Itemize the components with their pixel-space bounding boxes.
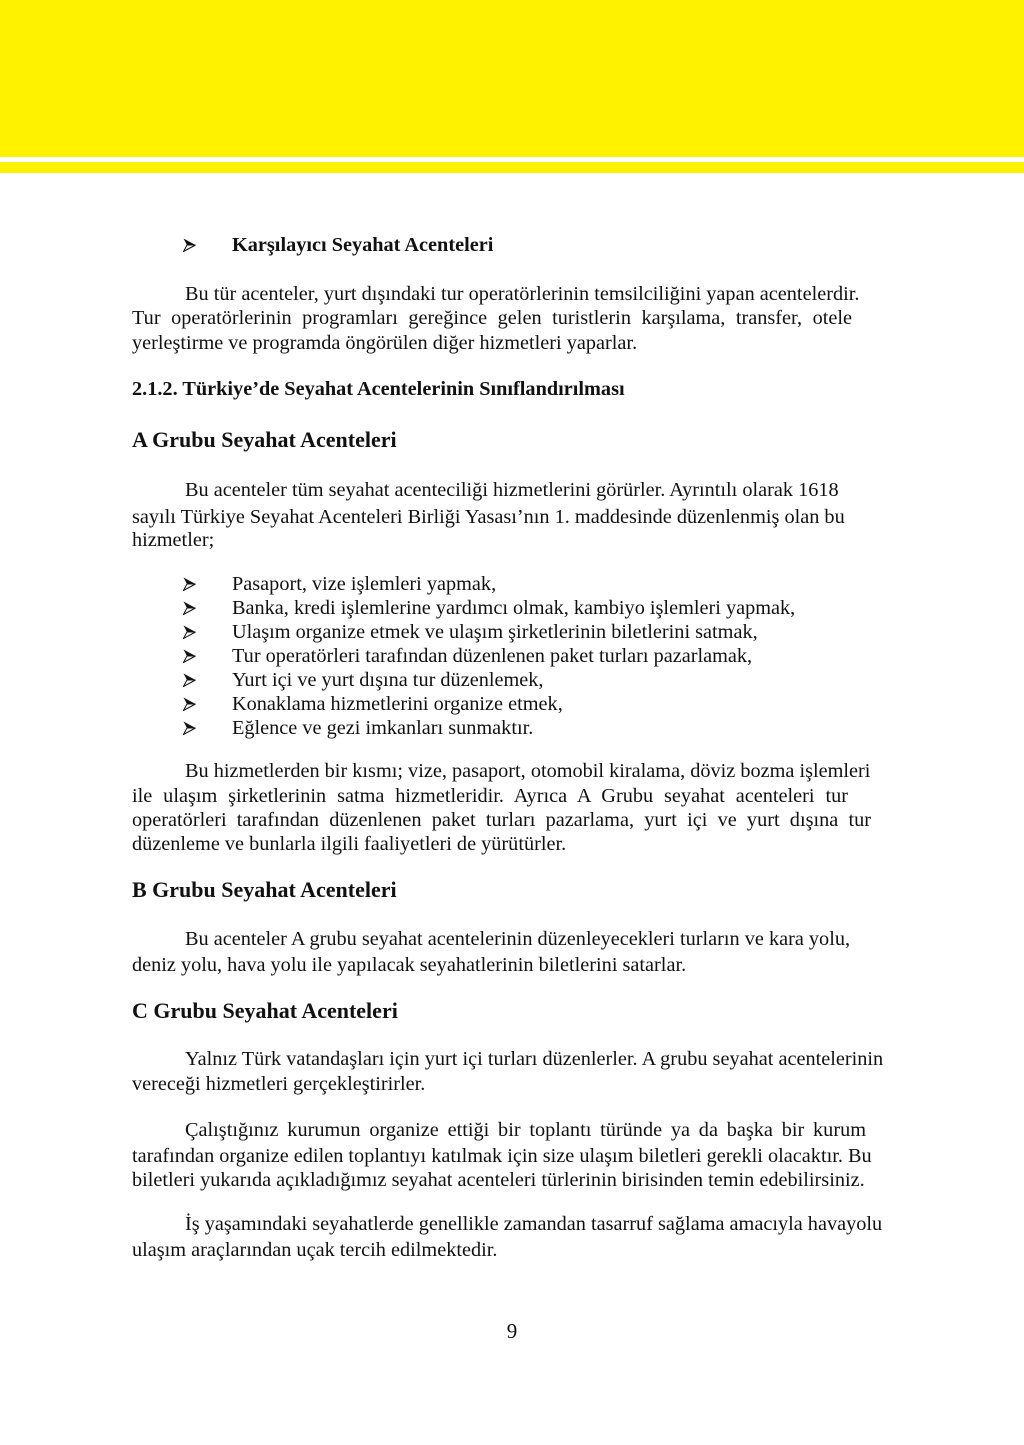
- group-c-heading: C Grubu Seyahat Acenteleri: [132, 998, 398, 1023]
- group-b-heading: B Grubu Seyahat Acenteleri: [132, 877, 397, 902]
- group-a-summary-line: Bu hizmetlerden bir kısmı; vize, pasaport, otomobil kiralama, döviz bozma işlemleri: [185, 760, 871, 782]
- list-item-text: Konaklama hizmetlerini organize etmek,: [232, 693, 563, 715]
- closing-paragraph-line: tarafından organize edilen toplantıyı katılmak için size ulaşım biletleri gerekli olacaktır. Bu: [132, 1145, 872, 1167]
- group-c-paragraph-line: Yalnız Türk vatandaşları için yurt içi turları düzenlerler. A grubu seyahat acentelerinin: [185, 1048, 884, 1070]
- intro-paragraph-line: Bu tür acenteler, yurt dışındaki tur operatörlerinin temsilciliğini yapan acentelerdir.: [185, 283, 860, 305]
- group-a-paragraph-line: hizmetler;: [132, 529, 215, 551]
- group-a-summary-line: ile ulaşım şirketlerinin satma hizmetleridir. Ayrıca A Grubu seyahat acenteleri tur: [132, 785, 848, 807]
- intro-heading: Karşılayıcı Seyahat Acenteleri: [232, 234, 494, 256]
- arrow-bullet-icon: [183, 577, 196, 591]
- list-item-text: Tur operatörleri tarafından düzenlenen paket turları pazarlamak,: [232, 645, 753, 667]
- closing-paragraph-line: biletleri yukarıda açıkladığımız seyahat acenteleri türlerinin birisinden temin edebilirsiniz.: [132, 1169, 865, 1191]
- header-stripe: [0, 162, 1024, 173]
- arrow-bullet-icon: [183, 625, 196, 639]
- arrow-bullet-icon: [183, 601, 196, 615]
- closing-paragraph-line: ulaşım araçlarından uçak tercih edilmektedir.: [132, 1239, 498, 1261]
- list-item-text: Ulaşım organize etmek ve ulaşım şirketlerinin biletlerini satmak,: [232, 621, 758, 643]
- list-item-text: Yurt içi ve yurt dışına tur düzenlemek,: [232, 669, 544, 691]
- list-item-text: Banka, kredi işlemlerine yardımcı olmak, kambiyo işlemleri yapmak,: [232, 597, 796, 619]
- arrow-bullet-icon: [183, 649, 196, 663]
- arrow-bullet-icon: [183, 697, 196, 711]
- group-b-paragraph-line: deniz yolu, hava yolu ile yapılacak seyahatlerinin biletlerini satarlar.: [132, 954, 687, 976]
- header-band: [0, 0, 1024, 157]
- group-a-summary-line: düzenleme ve bunlarla ilgili faaliyetleri de yürütürler.: [132, 833, 567, 855]
- closing-paragraph-line: Çalıştığınız kurumun organize ettiği bir toplantı türünde ya da başka bir kurum: [185, 1119, 866, 1141]
- arrow-bullet-icon: [183, 673, 196, 687]
- group-a-summary-line: operatörleri tarafından düzenlenen paket turları pazarlama, yurt içi ve yurt dışına tur: [132, 809, 871, 831]
- arrow-bullet-icon: [183, 721, 196, 735]
- section-title: 2.1.2. Türkiye’de Seyahat Acentelerinin Sınıflandırılması: [132, 378, 625, 400]
- list-item-text: Eğlence ve gezi imkanları sunmaktır.: [232, 717, 534, 739]
- intro-paragraph-line: yerleştirme ve programda öngörülen diğer hizmetleri yaparlar.: [132, 332, 638, 354]
- arrow-bullet-icon: [183, 238, 196, 252]
- list-item-text: Pasaport, vize işlemleri yapmak,: [232, 573, 497, 595]
- group-b-paragraph-line: Bu acenteler A grubu seyahat acentelerinin düzenleyecekleri turların ve kara yolu,: [185, 928, 851, 950]
- group-a-paragraph-line: Bu acenteler tüm seyahat acenteciliği hizmetlerini görürler. Ayrıntılı olarak 1618: [185, 479, 839, 501]
- intro-paragraph-line: Tur operatörlerinin programları gereğince gelen turistlerin karşılama, transfer, otele: [132, 307, 852, 329]
- page-number: 9: [506, 1319, 518, 1343]
- group-a-paragraph-line: sayılı Türkiye Seyahat Acenteleri Birliği Yasası’nın 1. maddesinde düzenlenmiş olan bu: [132, 506, 845, 528]
- group-a-heading: A Grubu Seyahat Acenteleri: [132, 427, 397, 452]
- group-c-paragraph-line: vereceği hizmetleri gerçekleştirirler.: [132, 1073, 426, 1095]
- closing-paragraph-line: İş yaşamındaki seyahatlerde genellikle zamandan tasarruf sağlama amacıyla havayolu: [185, 1213, 883, 1235]
